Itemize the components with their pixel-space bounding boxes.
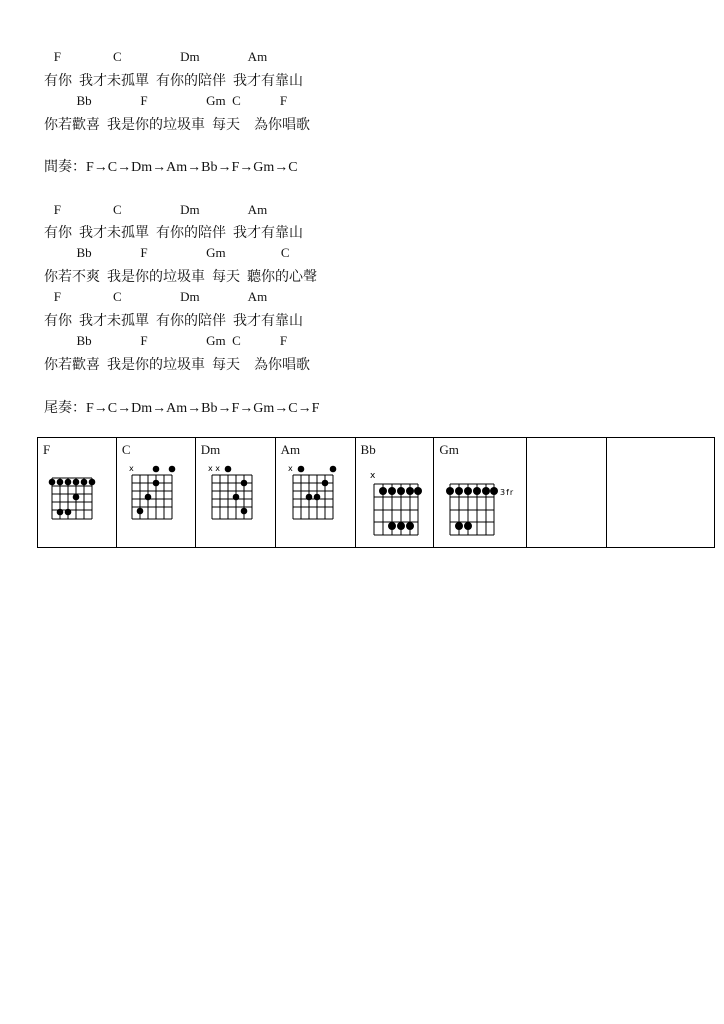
chord-diagram-dm: [196, 438, 276, 549]
muted-marker: x: [287, 464, 293, 473]
chord-name: Bb: [360, 442, 376, 457]
chord-cell-dm: [196, 438, 276, 547]
lyric-line: 你若歡喜 我是你的垃圾車 每天 為你唱歌: [44, 358, 310, 373]
muted-marker: x x: [207, 464, 220, 473]
outro-line: 尾奏：F→C→Dm→Am→Bb→F→Gm→C→F: [44, 401, 320, 416]
lyric-line: 你若歡喜 我是你的垃圾車 每天 為你唱歌: [44, 118, 310, 133]
chord-name: C: [121, 442, 131, 457]
chord-line: Bb F Gm C F: [44, 333, 288, 348]
chord-name: Gm: [439, 442, 459, 457]
chord-line: F C Dm Am: [44, 202, 268, 217]
chord-line: F C Dm Am: [44, 289, 268, 304]
chord-name: F: [43, 442, 51, 457]
lyric-line: 有你 我才未孤單 有你的陪伴 我才有靠山: [44, 226, 303, 241]
muted-marker: x: [369, 471, 375, 481]
chord-line: Bb F Gm C F: [44, 93, 288, 108]
chord-diagram-f: [38, 438, 117, 549]
chord-diagram-bb: [356, 438, 435, 549]
lyric-line: 有你 我才未孤單 有你的陪伴 我才有靠山: [44, 74, 303, 89]
chord-diagram-table: [37, 437, 715, 548]
chord-diagram-gm: [434, 438, 527, 549]
chord-name: Am: [280, 442, 301, 457]
chord-cell-am: [276, 438, 356, 547]
chord-line: Bb F Gm C: [44, 245, 290, 260]
lyric-line: 你若不爽 我是你的垃圾車 每天 聽你的心聲: [44, 270, 317, 285]
chord-cell-f: [38, 438, 117, 547]
lyric-line: 有你 我才未孤單 有你的陪伴 我才有靠山: [44, 314, 303, 329]
chord-cell-gm: [434, 438, 527, 547]
chord-cell-empty: [527, 438, 607, 547]
chord-diagram-c: [117, 438, 196, 549]
muted-marker: x: [128, 464, 134, 473]
chord-cell-bb: [356, 438, 435, 547]
chord-cell-empty: [607, 438, 715, 547]
chord-diagram-am: [276, 438, 356, 549]
interlude-line: 間奏：F→C→Dm→Am→Bb→F→Gm→C: [44, 160, 298, 175]
fret-marker: 3fr: [500, 488, 515, 497]
chord-line: F C Dm Am: [44, 49, 268, 64]
chord-cell-c: [117, 438, 196, 547]
chord-name: Dm: [200, 442, 221, 457]
